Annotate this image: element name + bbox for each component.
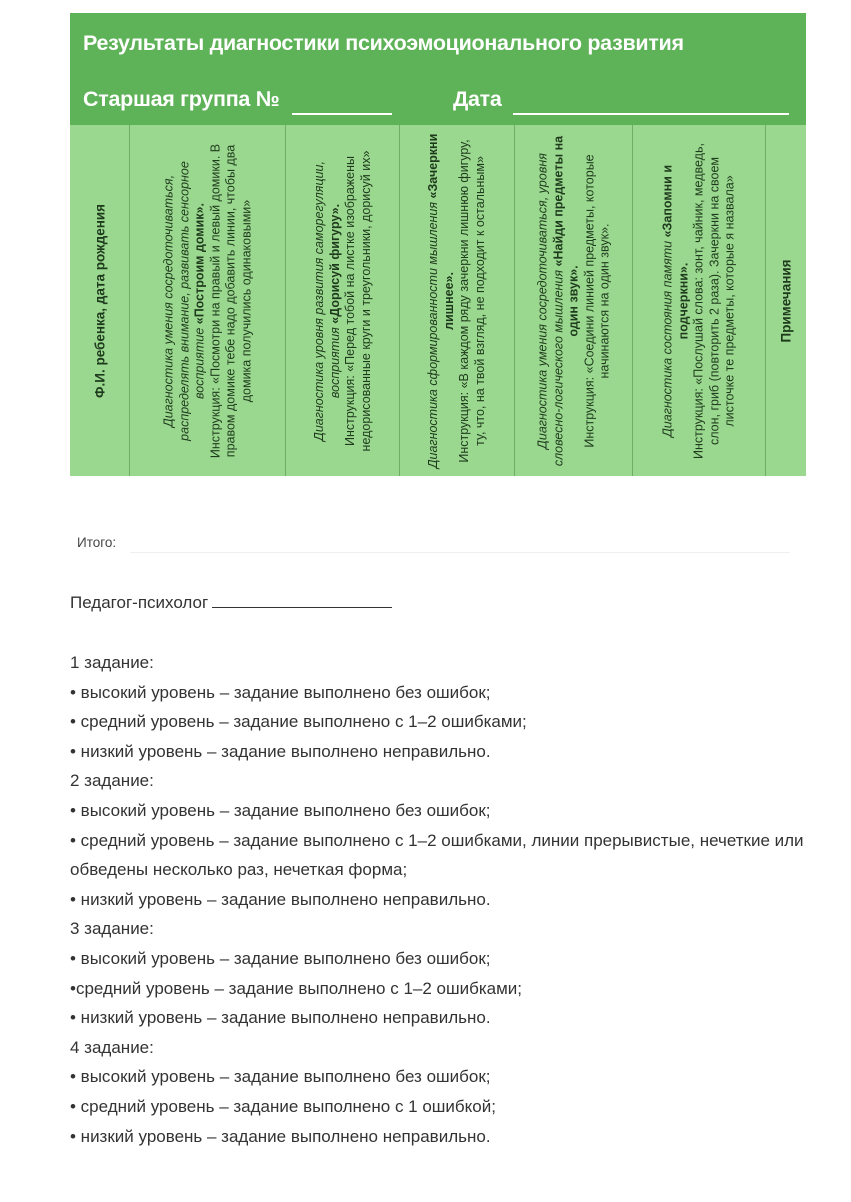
column-task-2 [286,125,400,476]
criteria-line: • высокий уровень – задание выполнено без ошибок; [70,948,491,968]
date-label: Дата [453,87,502,111]
column-child-name [70,125,130,476]
task-1-name: «Построим домик». [192,202,206,324]
criteria-line: 2 задание: [70,771,154,791]
task-2-instruction: Инструкция: «Перед тобой на листке изображены недорисованные круги и треугольники, дорисуй их» [342,150,372,451]
task-5-name: «Запомни и подчеркни». [660,164,690,339]
column-task-5 [633,125,766,476]
task-4-lead: Диагностика умения сосредоточиваться, уровня словесно-логического мышления [534,152,565,466]
criteria-line: 4 задание: [70,1037,154,1057]
criteria-line: • средний уровень – задание выполнено с 1–2 ошибками, линии прерывистые, нечеткие или обведены несколько раз, нечеткая форма; [70,830,804,880]
total-line [130,552,790,553]
group-blank-line [292,113,392,115]
criteria-line: • низкий уровень – задание выполнено неправильно. [70,1126,491,1146]
criteria-line: 1 задание: [70,653,154,672]
criteria-line: • низкий уровень – задание выполнено неправильно. [70,889,491,909]
task-3-lead: Диагностика сформированности мышления [426,197,440,468]
psychologist-label: Педагог-психолог [70,593,209,612]
task-5-lead: Диагностика состояния памяти [660,236,675,437]
column-notes [766,125,806,476]
task-1-description [161,133,254,468]
column-task-1 [130,125,286,476]
date-blank-line [513,113,789,115]
column-task-3 [400,125,515,476]
results-header [70,13,806,125]
total-label: Итого: [77,535,117,550]
task-3-description [426,133,488,468]
task-2-name: «Дорисуй фигуру». [327,203,341,324]
task-3-instruction: Инструкция: «В каждом ряду зачеркни лишнюю фигуру, ту, что, на твой взгляд, не подходит к остальным» [457,138,487,463]
diagnostics-table [70,125,806,476]
task-1-lead: Диагностика умения сосредоточиваться, распределять внимание, развивать сенсорное восприятие [161,160,206,441]
task-4-instruction: Инструкция: «Соедини линией предметы, которые начинаются на один звук». [581,153,611,448]
task-1-instruction: Инструкция: «Посмотри на правый и левый домики. В правом домике тебе надо добавить линии, чтобы два домика получились одинаковыми» [207,143,253,458]
criteria-line: • высокий уровень – задание выполнено без ошибок; [70,800,491,820]
signature-blank-line [212,591,392,608]
column-header-notes: Примечания [778,258,794,343]
page-title: Результаты диагностики психоэмоционального развития [83,31,684,55]
task-5-instruction: Инструкция: «Послушай слова: зонт, чайник, медведь, слон, гриб (повторить 2 раза). Зачеркни на своем листочке те предметы, которые я назвала» [691,142,737,459]
evaluation-criteria [70,648,815,1151]
criteria-line: • высокий уровень – задание выполнено без ошибок; [70,1067,491,1087]
column-task-4 [515,125,633,476]
task-2-lead: Диагностика уровня развития саморегуляции, восприятия [311,160,341,441]
task-4-description [535,133,613,468]
group-label: Старшая группа № [83,87,280,111]
criteria-line: •средний уровень – задание выполнено с 1–2 ошибками; [70,978,523,998]
task-2-description [312,133,374,468]
criteria-line: 3 задание: [70,919,154,939]
task-3-name: «Зачеркни лишнее». [426,133,456,330]
criteria-line: • низкий уровень – задание выполнено неправильно. [70,741,491,761]
criteria-line: • средний уровень – задание выполнено с 1–2 ошибками; [70,712,527,732]
criteria-line: • высокий уровень – задание выполнено без ошибок; [70,682,491,702]
criteria-line: • средний уровень – задание выполнено с 1 ошибкой; [70,1096,496,1116]
column-header-child-name: Ф.И. ребенка, дата рождения [91,203,107,398]
psychologist-signature [70,591,392,613]
task-5-description [660,133,738,468]
criteria-line: • низкий уровень – задание выполнено неправильно. [70,1008,491,1028]
task-4-name: «Найди предметы на один звук». [550,135,580,337]
